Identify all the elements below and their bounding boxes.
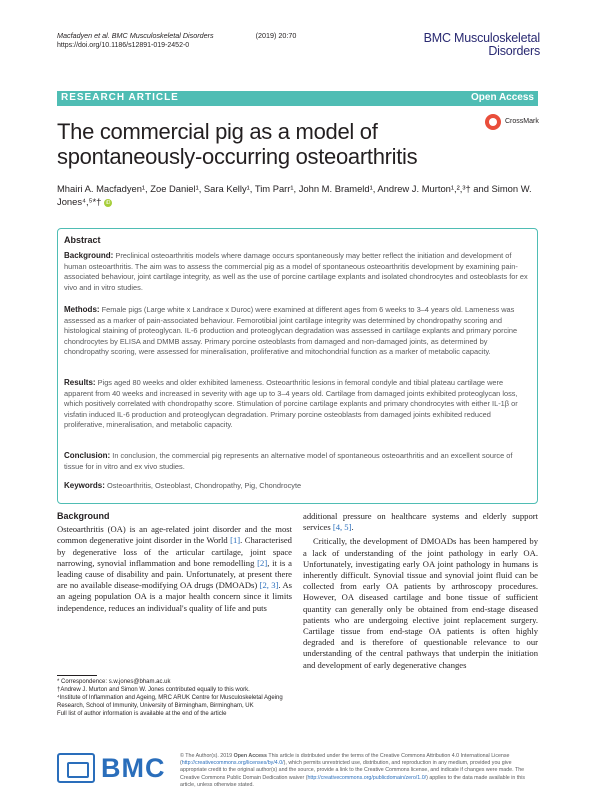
doi-link[interactable]: https://doi.org/10.1186/s12891-019-2452-0 xyxy=(57,42,190,49)
affiliation-note: ⁴Institute of Inflammation and Ageing, MRC ARUK Centre for Musculoskeletal Ageing Research, School of Immunity, University of Birmingham, Birmingham, UK xyxy=(57,695,283,709)
reference-link[interactable]: [1] xyxy=(230,535,241,546)
author-list xyxy=(57,182,542,208)
text-run: ), which permits unrestricted use, distribution, and reproduction in any medium, provided you give appropriate credit to the original author(s) and the source, provide a link to the Creative Commons license, and indicate if changes were made. The Creative Commons Public Domain Dedication waiver ( xyxy=(180,760,525,781)
orcid-icon[interactable]: iD xyxy=(105,199,111,206)
body-paragraph-2 xyxy=(303,511,538,533)
crossmark-icon xyxy=(485,114,501,130)
text-run: This article is distributed under the terms of the Creative Commons Attribution 4.0 International License ( xyxy=(180,753,510,767)
abstract-keywords-text: Osteoarthritis, Osteoblast, Chondropathy, Pig, Chondrocyte xyxy=(106,481,302,490)
text-run: additional pressure on healthcare systems and elderly support services xyxy=(303,511,538,533)
abstract-keywords xyxy=(64,481,530,492)
text-run: . As an ageing population OA is a major health concern since it limits independence, reduces an individual's quality of life and puts xyxy=(57,580,292,613)
text-run: © The Author(s). 2019 xyxy=(180,753,234,759)
abstract-methods-text: Female pigs (Large white x Landrace x Duroc) were examined at different ages from 6 weeks to 3–4 years old. Lameness was assessed as a marker of pain-associated behaviour. Femorotibial joint cartilage integrity was determined by chondropathy scoring and histological staining of proteoglycan. IL-6 production and proteoglycan degradation was assessed in cartilage explants and primary porcine chondrocytes by ELISA and DMMB assay. Primary porcine osteoblasts from damaged and non-damaged joints, as determined by chondropathy scoring, were assessed for mineralisation, proliferative and mitochondrial function as a marker of metabolic capacity. xyxy=(64,305,518,356)
open-access-label: Open Access xyxy=(471,92,534,103)
body-paragraph-3: Critically, the development of DMOADs has been hampered by a lack of understanding of the joint pathology in early OA. Unfortunately, investigating early OA joint pathology in humans is inherently difficult. Synovial tissue and synovial joint fluid can be collected from early OA patients by arthroscopy procedures. However, OA diseased cartilage and bone tissue of sufficient quantity can generally only be obtained from end-stage diseased patients who are undergoing elective joint replacement surgery. Cartilage tissue from end-stage OA patients is often highly degraded and is therefore of questionable relevance to our understanding of the central pathways that underpin the initiation and development of early degenerative changes xyxy=(303,536,538,670)
article-type-label: RESEARCH ARTICLE xyxy=(61,92,179,103)
abstract-heading: Abstract xyxy=(64,235,101,245)
body-paragraph-1 xyxy=(57,524,292,614)
text-run: . xyxy=(351,522,354,533)
abstract-results xyxy=(64,378,530,431)
reference-link[interactable]: [2] xyxy=(257,557,268,568)
abstract-methods-label: Methods: xyxy=(64,305,100,314)
abstract-keywords-label: Keywords: xyxy=(64,481,105,490)
abstract-conclusion xyxy=(64,451,530,472)
text-run: Osteoarthritis (OA) is an age-related joint disorder and the most common degenerative joint disorder in the World xyxy=(57,524,292,546)
text-run: , it is a leading cause of disability and pain. Unfortunately, at present there are no available disease-modifying OA drugs (DMOADs) xyxy=(57,557,292,591)
journal-name-line1: BMC Musculoskeletal xyxy=(423,31,540,45)
abstract-results-text: Pigs aged 80 weeks and older exhibited lameness. Osteoarthritic lesions in femoral condyle and tibial plateau cartilage were apparent from 40 weeks and increased in severity with age up to 3–4 years old. Cartilage from damaged joints exhibited proteoglycan loss, which positively correlated with chondropathy score. Stimulation of porcine cartilage explants and primary chondrocytes with either IL-1β or visfatin induced IL-6 production and proteoglycan degradation. Primary porcine osteoblasts from damaged joints exhibited reduced proliferative, mineralisation, and metabolic capacity. xyxy=(64,378,518,429)
license-link[interactable]: http://creativecommons.org/licenses/by/4.0/ xyxy=(181,760,284,767)
journal-name xyxy=(420,32,540,58)
public-domain-link[interactable]: http://creativecommons.org/publicdomain/zero/1.0/ xyxy=(307,774,427,781)
text-run: . Characterised by degenerative loss of the articular cartilage, joint space narrowing, synovial inflammation and bone remodelling xyxy=(57,535,292,568)
abstract-results-label: Results: xyxy=(64,378,96,387)
running-citation xyxy=(57,31,296,41)
correspondence-note: * Correspondence: s.w.jones@bham.ac.uk xyxy=(57,679,171,685)
abstract-background-label: Background: xyxy=(64,251,114,260)
bmc-logo xyxy=(57,753,177,785)
abstract-background xyxy=(64,251,530,293)
text-run: ) applies to the data made available in this article, unless otherwise stated. xyxy=(180,774,526,788)
bmc-logo-text: BMC xyxy=(101,753,166,783)
journal-name-line2: Disorders xyxy=(488,44,540,58)
crossmark-badge[interactable] xyxy=(485,114,541,132)
license-text xyxy=(180,753,537,789)
open-access-note: Open Access xyxy=(233,753,267,759)
citation-authors: Macfadyen et al. BMC Musculoskeletal Disorders xyxy=(57,31,214,40)
author-names: Mhairi A. Macfadyen¹, Zoe Daniel¹, Sara Kelly¹, Tim Parr¹, John M. Brameld¹, Andrew J. Murton¹,²,³† and Simon W. Jones⁴,⁵*† xyxy=(57,183,532,207)
footnote-rule xyxy=(57,675,97,676)
abstract-background-text: Preclinical osteoarthritis models where damage occurs spontaneously may better reflect the initiation and development of human osteoarthritis. The aim was to assess the commercial pig as a model of spontaneous osteoarthritis development by examining pain-associated behaviour, joint cartilage integrity, as well as the use of porcine cartilage explants and isolated chondrocytes and osteoblasts for ex vivo and in vitro studies. xyxy=(64,251,528,292)
abstract-methods xyxy=(64,305,530,358)
citation-year-volume: (2019) 20:70 xyxy=(255,31,297,40)
footnotes xyxy=(57,678,292,718)
crossmark-label: CrossMark xyxy=(505,118,539,125)
section-heading-background: Background xyxy=(57,511,110,521)
reference-link[interactable]: [2, 3] xyxy=(259,580,279,591)
abstract-conclusion-text: In conclusion, the commercial pig represents an alternative model of spontaneous osteoarthritis and an excellent source of tissue for in vitro and ex vivo studies. xyxy=(64,451,513,471)
reference-link[interactable]: [4, 5] xyxy=(332,522,352,533)
body-right-column xyxy=(303,511,538,671)
body-left-column xyxy=(57,511,292,614)
abstract-conclusion-label: Conclusion: xyxy=(64,451,111,460)
author-info-note: Full list of author information is available at the end of the article xyxy=(57,711,227,717)
article-title: The commercial pig as a model of spontaneously-occurring osteoarthritis xyxy=(57,119,418,169)
equal-contribution-note: †Andrew J. Murton and Simon W. Jones contributed equally to this work. xyxy=(57,687,250,693)
bmc-logo-icon xyxy=(57,753,95,783)
